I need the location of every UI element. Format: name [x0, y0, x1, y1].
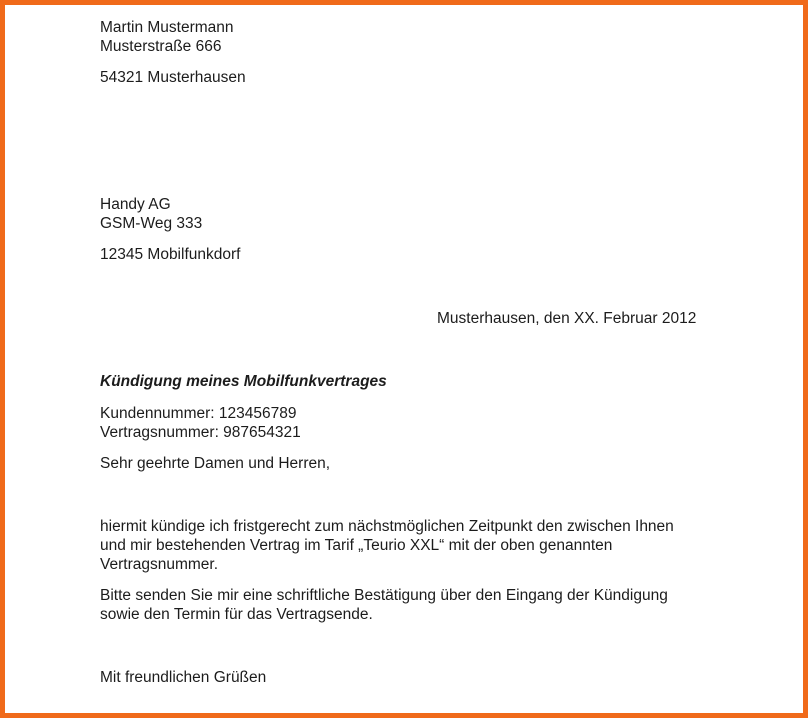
closing: Mit freundlichen Grüßen	[100, 669, 267, 686]
letter-subject: Kündigung meines Mobilfunkvertrages	[100, 373, 387, 390]
recipient-street: GSM-Weg 333	[100, 215, 203, 232]
body-paragraph1-line1: hiermit kündige ich fristgerecht zum nächstmöglichen Zeitpunkt den zwischen Ihnen	[100, 518, 674, 535]
body-paragraph1-line3: Vertragsnummer.	[100, 556, 219, 573]
body-paragraph2-line1: Bitte senden Sie mir eine schriftliche Bestätigung über den Eingang der Kündigung	[100, 587, 668, 604]
recipient-city: 12345 Mobilfunkdorf	[100, 246, 241, 263]
sender-street: Musterstraße 666	[100, 38, 222, 55]
customer-number: Kundennummer: 123456789	[100, 405, 297, 422]
salutation: Sehr geehrte Damen und Herren,	[100, 455, 331, 472]
contract-number: Vertragsnummer: 987654321	[100, 424, 301, 441]
recipient-company: Handy AG	[100, 196, 171, 213]
sender-city: 54321 Musterhausen	[100, 69, 246, 86]
body-paragraph1-line2: und mir bestehenden Vertrag im Tarif „Teurio XXL“ mit der oben genannten	[100, 537, 613, 554]
sender-name: Martin Mustermann	[100, 19, 234, 36]
body-paragraph2-line2: sowie den Termin für das Vertragsende.	[100, 606, 373, 623]
letter-date: Musterhausen, den XX. Februar 2012	[437, 310, 697, 327]
